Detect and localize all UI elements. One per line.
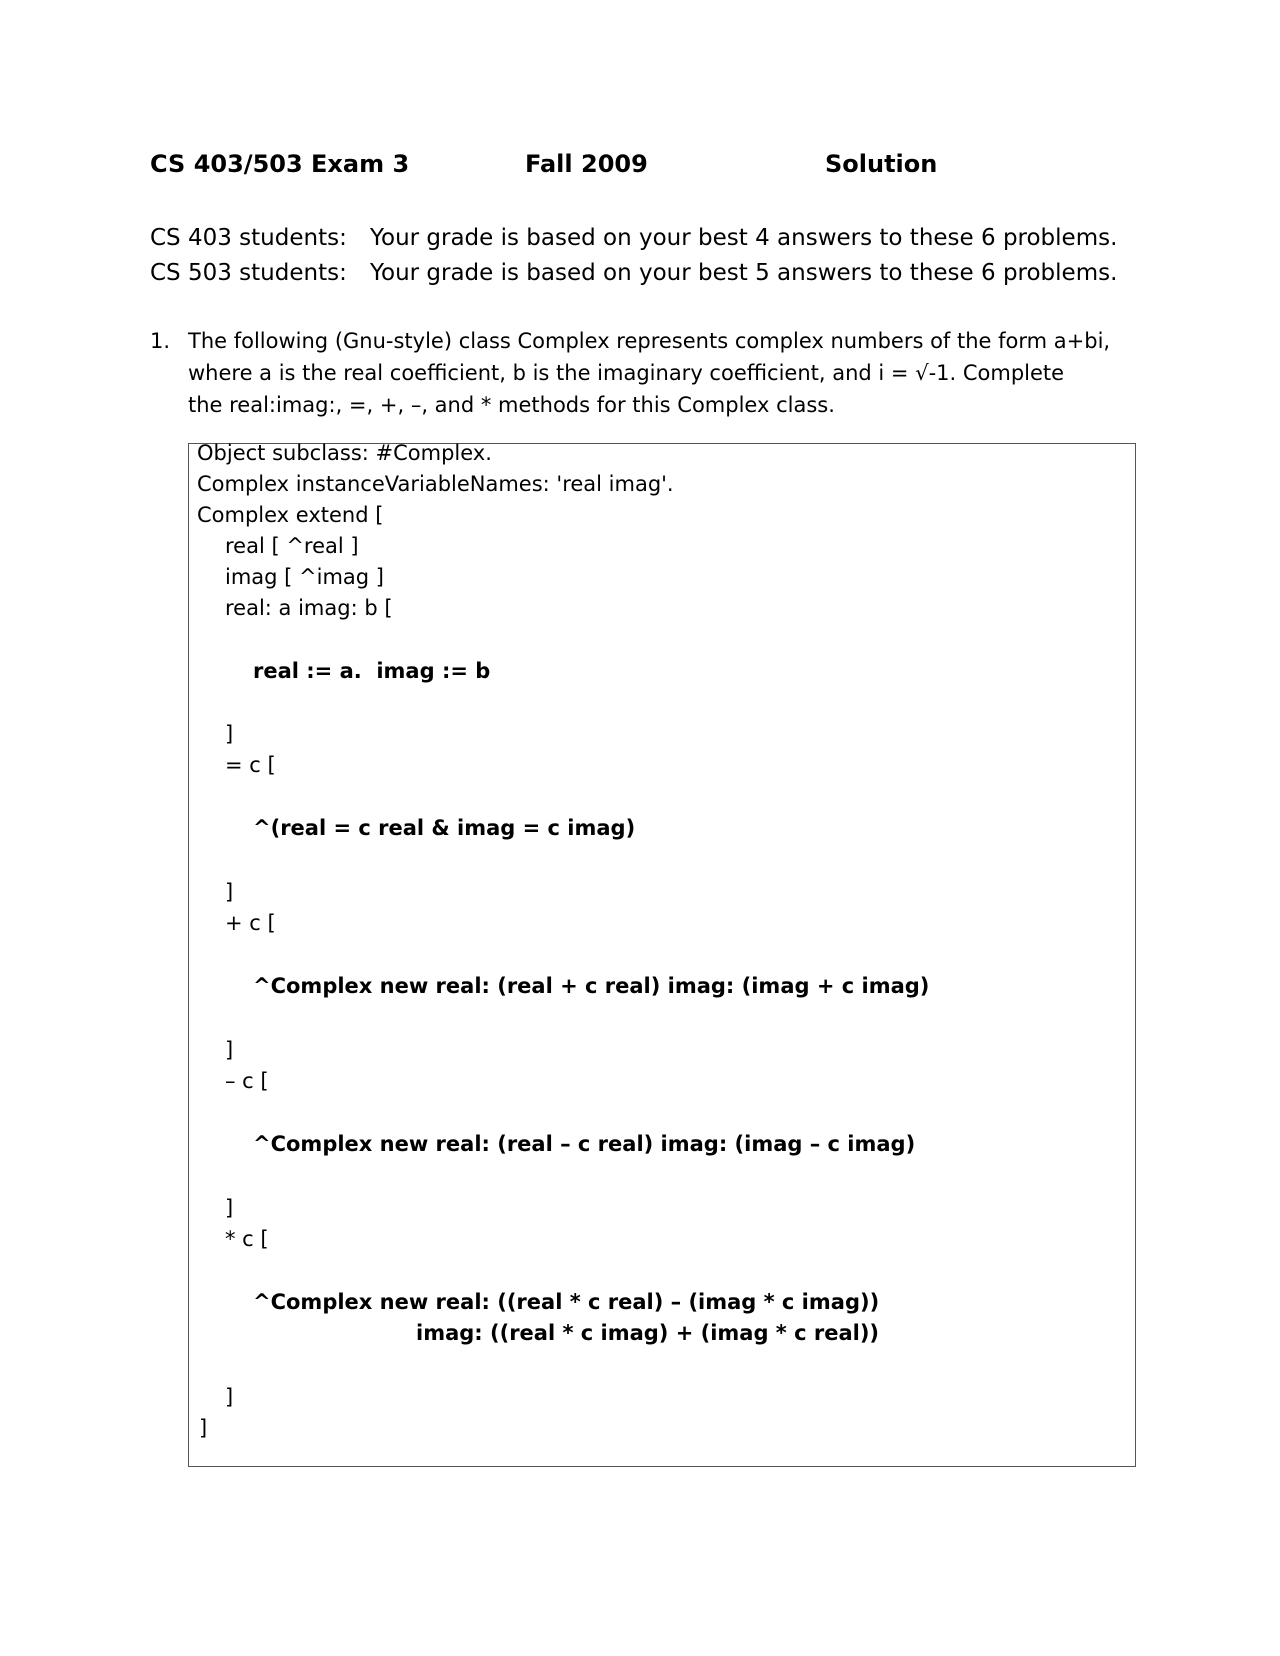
- instruction-audience: CS 403 students:: [150, 225, 347, 251]
- code-line-close: ]: [225, 880, 234, 904]
- course-title: CS 403/503 Exam 3: [150, 150, 410, 178]
- answer-minus: ^Complex new real: (real – c real) imag: (imag – c imag): [253, 1132, 916, 1156]
- problem-line: The following (Gnu-style) class Complex represents complex numbers of the form a+bi,: [188, 329, 1111, 353]
- solution-label: Solution: [825, 150, 938, 178]
- instruction-audience: CS 503 students:: [150, 260, 347, 286]
- code-line-imag-getter: imag [ ^imag ]: [225, 565, 384, 589]
- code-line-plus-header: + c [: [225, 911, 276, 935]
- instruction-text: Your grade is based on your best 4 answers to these 6 problems.: [370, 225, 1118, 251]
- answer-times-imag: imag: ((real * c imag) + (imag * c real)): [416, 1321, 880, 1345]
- exam-term: Fall 2009: [525, 150, 648, 178]
- code-line-setter-header: real: a imag: b [: [225, 596, 393, 620]
- exam-header: [0, 150, 1280, 186]
- code-line-close: ]: [225, 1385, 234, 1409]
- code-line-ivars: Complex instanceVariableNames: 'real imag'.: [197, 472, 674, 496]
- code-line-times-header: * c [: [225, 1227, 269, 1251]
- code-answer-box: [188, 443, 1136, 1467]
- instruction-row-503: [150, 256, 1150, 291]
- problem-number: 1.: [150, 329, 171, 353]
- answer-eq: ^(real = c real & imag = c imag): [253, 816, 636, 840]
- instruction-row-403: [150, 221, 1150, 256]
- code-line-final-close: ]: [199, 1416, 208, 1440]
- answer-times-real: ^Complex new real: ((real * c real) – (imag * c imag)): [253, 1290, 880, 1314]
- problem-line: the real:imag:, =, +, –, and * methods for this Complex class.: [188, 393, 835, 417]
- code-line-close: ]: [225, 1196, 234, 1220]
- instruction-text: Your grade is based on your best 5 answers to these 6 problems.: [370, 260, 1118, 286]
- answer-setter: real := a. imag := b: [253, 659, 491, 683]
- code-line-extend: Complex extend [: [197, 503, 384, 527]
- grading-instructions: [150, 221, 1150, 291]
- code-line-close: ]: [225, 1038, 234, 1062]
- code-line-class-def: Object subclass: #Complex.: [197, 441, 492, 465]
- code-line-minus-header: – c [: [225, 1069, 269, 1093]
- code-line-close: ]: [225, 722, 234, 746]
- code-line-real-getter: real [ ^real ]: [225, 534, 359, 558]
- problem-statement: [188, 325, 1138, 421]
- answer-plus: ^Complex new real: (real + c real) imag: (imag + c imag): [253, 974, 930, 998]
- problem-line: where a is the real coefficient, b is the imaginary coefficient, and i = √-1. Complete: [188, 361, 1065, 385]
- code-line-eq-header: = c [: [225, 753, 276, 777]
